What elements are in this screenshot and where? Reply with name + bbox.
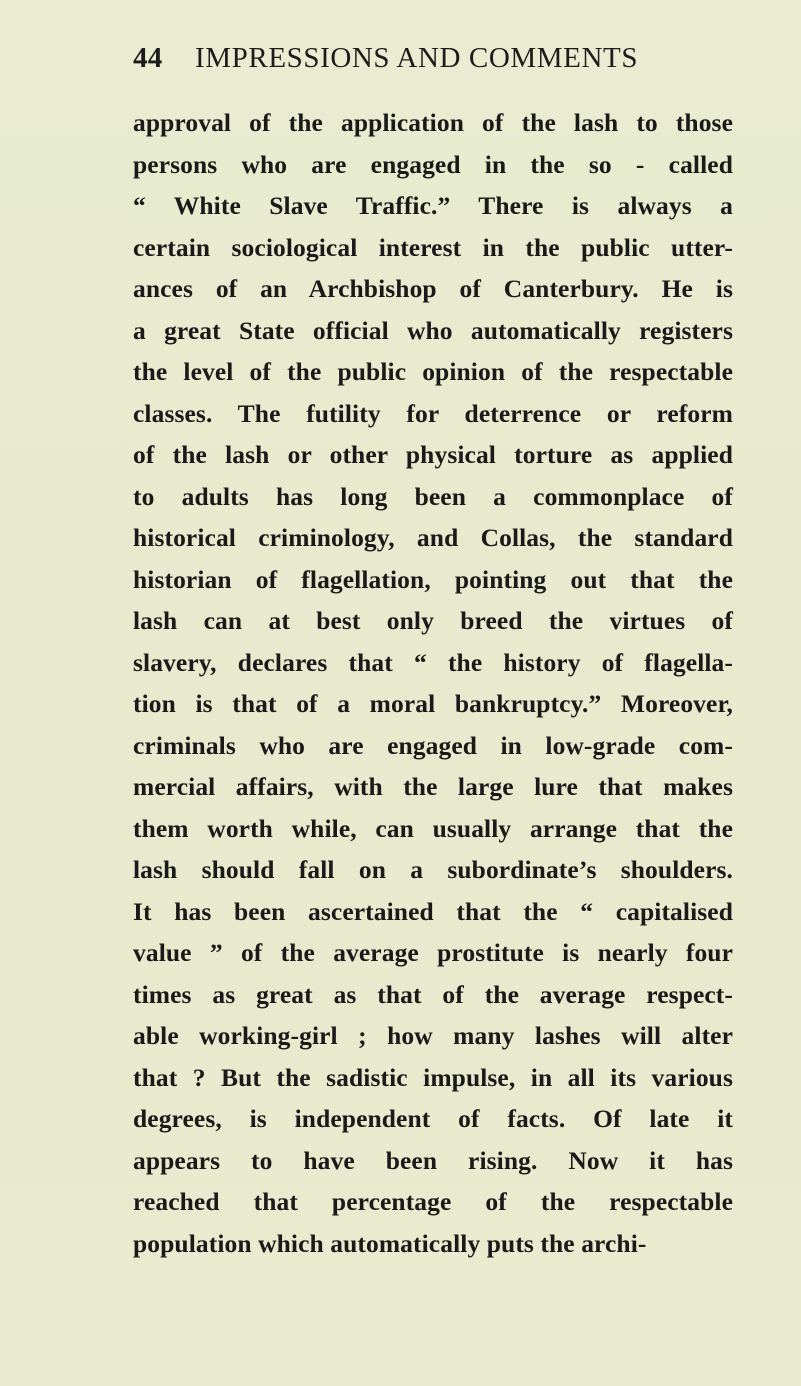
text-line: “ White Slave Traffic.” There is always a <box>133 191 733 220</box>
text-line: lash can at best only breed the virtues of <box>133 606 733 635</box>
text-line: persons who are engaged in the so - called <box>133 149 733 179</box>
text-line: reached that percentage of the respectable <box>133 1187 733 1216</box>
text-line: of the lash or other physical torture as applied <box>133 440 733 469</box>
text-line: historical criminology, and Collas, the standard <box>133 523 733 552</box>
body-text <box>133 102 733 1264</box>
text-line: ances of an Archbishop of Canterbury. He is <box>133 274 733 303</box>
text-line: times as great as that of the average respect- <box>133 979 733 1009</box>
text-line: criminals who are engaged in low-grade com- <box>133 730 733 760</box>
text-line: approval of the application of the lash to those <box>133 108 733 137</box>
page-number: 44 <box>133 42 163 74</box>
text-line: certain sociological interest in the public utter- <box>133 232 733 262</box>
text-line: population which automatically puts the archi- <box>133 1228 647 1258</box>
text-line: them worth while, can usually arrange that the <box>133 813 733 843</box>
text-line: to adults has long been a commonplace of <box>133 481 733 511</box>
text-line: degrees, is independent of facts. Of late it <box>133 1104 733 1133</box>
text-line: appears to have been rising. Now it has <box>133 1145 733 1175</box>
text-line: that ? But the sadistic impulse, in all its various <box>133 1062 733 1092</box>
running-head <box>133 42 733 88</box>
text-line: mercial affairs, with the large lure that makes <box>133 772 733 801</box>
text-line: historian of flagellation, pointing out that the <box>133 564 733 594</box>
text-line: slavery, declares that “ the history of flagella- <box>133 647 733 677</box>
text-line: lash should fall on a subordinate’s shoulders. <box>133 855 733 884</box>
text-line: able working-girl ; how many lashes will alter <box>133 1021 733 1050</box>
text-line: a great State official who automatically registers <box>133 315 733 345</box>
text-line: value ” of the average prostitute is nearly four <box>133 938 733 967</box>
text-line: classes. The futility for deterrence or reform <box>133 398 733 428</box>
text-line: It has been ascertained that the “ capitalised <box>133 896 733 926</box>
text-line: tion is that of a moral bankruptcy.” Moreover, <box>133 689 733 718</box>
running-title: IMPRESSIONS AND COMMENTS <box>195 42 639 74</box>
text-line: the level of the public opinion of the respectable <box>133 357 733 386</box>
